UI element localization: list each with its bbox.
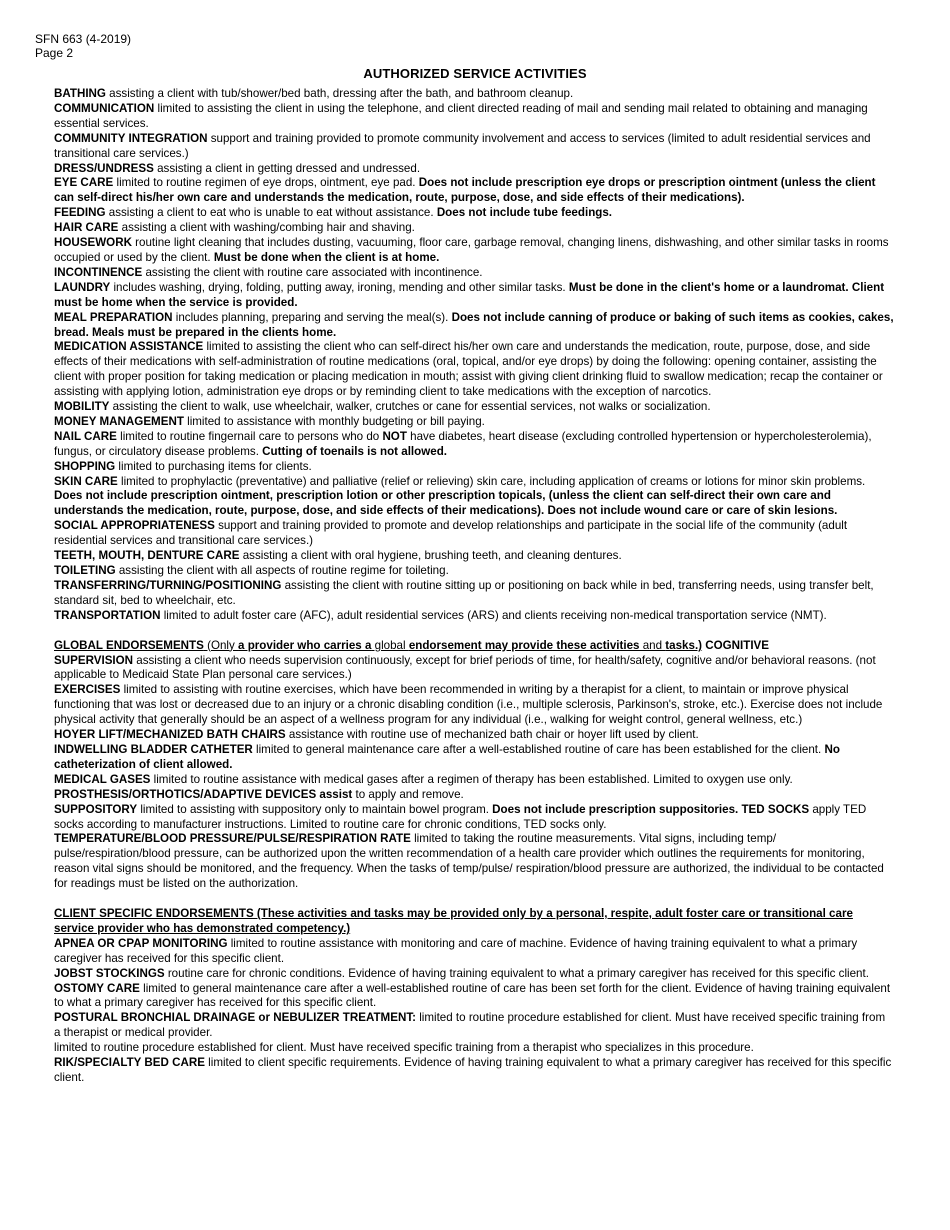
- activity-description: support and training provided to promote and develop relationships and participate in the social life of the community (adult residential services and transitional care services.): [54, 519, 848, 548]
- activity-entry: [54, 654, 894, 684]
- activity-entry: [54, 743, 894, 773]
- activity-entry: [54, 281, 894, 311]
- stray-text-line: limited to routine procedure established for client. Must have received specific training from a therapist who specializes in this procedure.: [54, 1041, 754, 1055]
- activity-description: limited to taking the routine measurements. Vital signs, including temp/ pulse/respiration/blood pressure, can be authorized upon the written recommendation of a health care provider which outlines the requirements for monitoring, reason vital signs should be monitored, and the frequency. When the tasks of temp/pulse/ respiration/blood pressure are authorized, the individual to be contacted for readings must be listed on the authorization.: [54, 832, 884, 891]
- global-heading-title: GLOBAL ENDORSEMENTS: [54, 638, 204, 652]
- global-heading-part: (Only: [203, 638, 239, 652]
- global-heading-part: global: [371, 638, 409, 652]
- activity-restriction: Does not include prescription eye drops or prescription ointment (unless the client can self-direct his/her own care and understands the medication, route, purpose, dose, and side effects of their medications).: [54, 176, 876, 205]
- section-spacer: [54, 892, 894, 907]
- activity-entry: [54, 311, 894, 341]
- activity-description: limited to routine assistance with medical gases after a regimen of therapy has been established. Limited to oxygen use only.: [150, 772, 793, 786]
- activity-entry: [54, 460, 894, 475]
- activity-restriction: Does not include prescription ointment, prescription lotion or other prescription topicals, (unless the client can self-direct their own care and understands the medication, route, purpose, dose, and side effects of their medications). Does not include wound care or care of skin lesions.: [54, 489, 838, 518]
- activity-description: includes planning, preparing and serving the meal(s).: [172, 310, 452, 324]
- global-endorsements-heading: [54, 639, 894, 654]
- activity-entry: [54, 162, 894, 177]
- activity-description: limited to general maintenance care after a well-established routine of care has been established for the client.: [252, 742, 825, 756]
- activity-entry: [54, 579, 894, 609]
- activity-term: EXERCISES: [54, 683, 121, 697]
- activity-entry: [54, 788, 894, 803]
- activity-description: assisting a client to eat who is unable to eat without assistance.: [105, 206, 437, 220]
- activity-entry: [54, 221, 894, 236]
- global-heading-part: endorsement may provide these activities: [408, 638, 640, 652]
- activity-term: PROSTHESIS/ORTHOTICS/ADAPTIVE DEVICES assist: [54, 787, 353, 801]
- activity-restriction: Must be done when the client is at home.: [213, 250, 440, 264]
- activity-term: SKIN CARE: [54, 474, 118, 488]
- activity-entry: [54, 236, 894, 266]
- activity-term: SHOPPING: [54, 459, 116, 473]
- activity-description: assisting the client with routine sitting up or positioning on back while in bed, transferring needs, using transfer belt, standard sit, bed to wheelchair, etc.: [54, 578, 874, 607]
- authorized-activities-list: [54, 87, 894, 624]
- activity-entry: [54, 415, 894, 430]
- activity-description: assisting a client with washing/combing hair and shaving.: [118, 221, 415, 235]
- activity-term: MEDICAL GASES: [54, 772, 151, 786]
- activity-entry: [54, 609, 894, 624]
- activity-term: HAIR CARE: [54, 221, 119, 235]
- activity-entry: [54, 728, 894, 743]
- activity-description: limited to assisting the client in using the telephone, and client directed reading of mail and sending mail related to obtaining and managing essential services.: [54, 101, 868, 130]
- activity-description: limited to routine procedure established for client. Must have received specific training from a therapist or medical provider.: [54, 1011, 886, 1040]
- activity-term: TOILETING: [54, 564, 116, 577]
- activity-entry: [54, 206, 894, 221]
- activity-description: assisting a client with oral hygiene, brushing teeth, and cleaning dentures.: [239, 549, 622, 563]
- activity-description: limited to prophylactic (preventative) and palliative (relief or relieving) skin care, including application of creams or lotions for minor skin problems.: [117, 474, 866, 488]
- activity-term: APNEA OR CPAP MONITORING: [54, 936, 228, 950]
- page-number: Page 2: [35, 46, 74, 60]
- activity-description: limited to assisting with routine exercises, which have been recommended in writing by a therapist for a client, to maintain or improve physical functioning that was lost or decreased due to an injury or a chronic disabling condition (i.e., multiple sclerosis, Parkinson's, stroke, etc.). Exercise does not include physical activity that generally should be an aspect of a wellness program for any individual (i.e., walking for weight control, general wellness, etc.): [54, 683, 883, 727]
- activity-restriction: Does not include prescription suppositories. TED SOCKS: [492, 802, 810, 816]
- global-heading-part: and: [639, 638, 666, 652]
- activity-description: limited to adult foster care (AFC), adult residential services (ARS) and clients receiving non-medical transportation service (NMT).: [160, 608, 827, 622]
- form-number: SFN 663 (4-2019): [35, 32, 132, 46]
- activity-description: limited to routine regimen of eye drops, ointment, eye pad.: [113, 176, 419, 190]
- activity-term: TRANSPORTATION: [54, 608, 161, 622]
- activity-entry: [54, 937, 894, 967]
- activity-term: COMMUNICATION: [54, 101, 155, 115]
- activity-entry: [54, 832, 894, 892]
- global-endorsements-list: [54, 654, 894, 893]
- activity-term: JOBST STOCKINGS: [54, 966, 165, 980]
- activity-description: assisting a client with tub/shower/bed bath, dressing after the bath, and bathroom cleanup.: [105, 87, 574, 100]
- activity-description: to apply and remove.: [352, 787, 464, 801]
- activity-description: assisting the client with routine care associated with incontinence.: [142, 265, 483, 279]
- activity-entry: [54, 549, 894, 564]
- activity-restriction: No catheterization of client allowed.: [54, 742, 840, 771]
- activity-description: includes washing, drying, folding, putting away, ironing, mending and other similar tasks.: [110, 280, 569, 294]
- global-heading-part: a provider who carries a: [238, 638, 372, 652]
- activity-term: SUPPOSITORY: [54, 802, 138, 816]
- activity-term: TRANSFERRING/TURNING/POSITIONING: [54, 578, 282, 592]
- global-heading-part: COGNITIVE: [702, 638, 770, 652]
- activity-description: apply TED socks according to manufacturer instructions. Limited to routine care for chronic conditions, TED socks only.: [54, 802, 867, 831]
- activity-entry: [54, 1056, 894, 1086]
- activity-term: HOUSEWORK: [54, 236, 132, 250]
- activity-description: routine light cleaning that includes dusting, vacuuming, floor care, garbage removal, changing linens, dishwashing, and other similar tasks in rooms occupied or used by the client.: [54, 236, 889, 264]
- form-identifier: [35, 32, 131, 60]
- activity-term: DRESS/UNDRESS: [54, 161, 154, 175]
- activity-description: assisting the client to walk, use wheelchair, walker, crutches or cane for essential services, not walks or socialization.: [109, 400, 711, 414]
- activity-description: assisting a client who needs supervision continuously, except for brief periods of time, for health/safety, cognitive and/or behavioral reasons. (not applicable to Medicaid State Plan personal care services.): [54, 653, 876, 682]
- activity-entry: [54, 400, 894, 415]
- activity-restriction: Must be done in the client's home or a laundromat. Client must be home when the service is provided.: [54, 280, 885, 309]
- activity-term: SUPERVISION: [54, 653, 134, 667]
- activity-restriction: Cutting of toenails is not allowed.: [262, 444, 447, 458]
- activity-description: limited to assisting the client who can self-direct his/her own care and understands the medication, route, purpose, dose, and side effects of their medications with self-administration of routine medications (oral, topical, and/or eye drops) by doing the following: opening container, assisting the client with proper position for taking medication or placing medication in mouth; assist with giving client drinking fluid to swallow medication; recap the container or assisting with applying lotion, administration eye drops or by reminding client to take medications with the exception of narcotics.: [54, 340, 883, 399]
- activity-term: TEETH, MOUTH, DENTURE CARE: [54, 549, 240, 563]
- activity-entry: [54, 683, 894, 728]
- activity-description: limited to assisting with suppository only to maintain bowel program.: [137, 802, 493, 816]
- activity-description: have diabetes, heart disease (excluding controlled hypertension or hypercholesterolemia), fungus, or circulatory disease problems.: [54, 429, 872, 458]
- activity-term: BATHING: [54, 87, 106, 100]
- activity-term: INDWELLING BLADDER CATHETER: [54, 742, 253, 756]
- activity-entry: [54, 87, 894, 102]
- activity-entry: [54, 1011, 894, 1041]
- activity-term: POSTURAL BRONCHIAL DRAINAGE or NEBULIZER TREATMENT:: [54, 1011, 416, 1025]
- activity-description: limited to routine assistance with monitoring and care of machine. Evidence of having training equivalent to what a primary caregiver has received for this specific client.: [54, 936, 858, 965]
- client-specific-list: [54, 937, 894, 1041]
- page-title: AUTHORIZED SERVICE ACTIVITIES: [363, 66, 587, 81]
- activity-restriction: NOT: [382, 429, 407, 443]
- activity-term: MEDICATION ASSISTANCE: [54, 340, 204, 354]
- activity-description: limited to purchasing items for clients.: [115, 459, 312, 473]
- activity-entry: [54, 340, 894, 400]
- activity-term: MOBILITY: [54, 400, 110, 414]
- activity-entry: [54, 266, 894, 281]
- activity-entry: [54, 982, 894, 1012]
- activity-entry: [54, 475, 894, 520]
- activity-term: SOCIAL APPROPRIATENESS: [54, 519, 215, 533]
- activity-term: MEAL PREPARATION: [54, 310, 173, 324]
- activity-term: LAUNDRY: [54, 280, 111, 294]
- activity-term: EYE CARE: [54, 176, 114, 190]
- global-heading-part: tasks.): [665, 638, 703, 652]
- client-specific-heading: CLIENT SPECIFIC ENDORSEMENTS (These activities and tasks may be provided only by a personal, respite, adult foster care or transitional care service provider who has demonstrated competency.): [54, 907, 853, 935]
- activity-term: INCONTINENCE: [54, 265, 143, 279]
- section-spacer: [54, 624, 894, 639]
- activity-term: NAIL CARE: [54, 429, 117, 443]
- activity-term: OSTOMY CARE: [54, 981, 140, 995]
- activity-description: assisting the client with all aspects of routine regime for toileting.: [115, 564, 449, 577]
- activity-entry: [54, 967, 894, 982]
- activity-entry: [54, 803, 894, 833]
- activity-entry: [54, 564, 894, 579]
- activity-entry: [54, 176, 894, 206]
- activity-entry: [54, 132, 894, 162]
- document-body: [54, 87, 894, 1086]
- activity-restriction: Does not include canning of produce or baking of such items as cookies, cakes, bread. Meals must be prepared in the clients home.: [54, 310, 894, 339]
- activity-description: routine care for chronic conditions. Evidence of having training equivalent to what a primary caregiver has received for this specific client.: [164, 966, 869, 980]
- activity-description: limited to general maintenance care after a well-established routine of care has been set forth for the client. Evidence of having training equivalent to what a primary caregiver has received for this specific client.: [54, 981, 891, 1010]
- activity-entry: [54, 102, 894, 132]
- activity-term: FEEDING: [54, 206, 106, 220]
- activity-description: support and training provided to promote community involvement and access to services (limited to adult residential services and transitional care services.): [54, 131, 871, 160]
- activity-entry: [54, 519, 894, 549]
- activity-description: limited to routine fingernail care to persons who do: [116, 429, 383, 443]
- activity-entry: [54, 773, 894, 788]
- activity-description: limited to assistance with monthly budgeting or bill paying.: [183, 414, 485, 428]
- activity-entry: [54, 430, 894, 460]
- activity-term: TEMPERATURE/BLOOD PRESSURE/PULSE/RESPIRATION RATE: [54, 832, 411, 846]
- activity-description: assistance with routine use of mechanized bath chair or hoyer lift used by client.: [285, 728, 699, 742]
- activity-term: COMMUNITY INTEGRATION: [54, 131, 208, 145]
- activity-description: assisting a client in getting dressed and undressed.: [153, 161, 421, 175]
- activity-description: limited to client specific requirements. Evidence of having training equivalent to what a primary caregiver has received for this specific client.: [54, 1056, 892, 1084]
- activity-term: MONEY MANAGEMENT: [54, 414, 184, 428]
- activity-term: RIK/SPECIALTY BED CARE: [54, 1056, 205, 1070]
- activity-restriction: Does not include tube feedings.: [436, 206, 613, 220]
- activity-term: HOYER LIFT/MECHANIZED BATH CHAIRS: [54, 728, 286, 742]
